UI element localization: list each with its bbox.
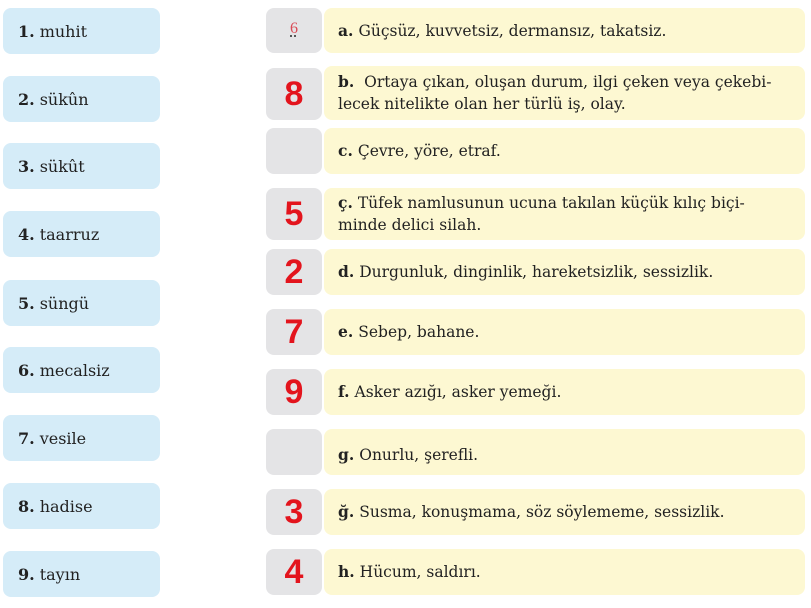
term-number: 1. xyxy=(18,21,35,41)
definition-text xyxy=(338,71,771,115)
definition-letter: h. xyxy=(338,562,355,581)
definition-f xyxy=(324,369,805,415)
answer-box-c[interactable] xyxy=(266,128,322,174)
definition-c xyxy=(324,128,805,174)
definition-text: Hücum, saldırı. xyxy=(359,563,481,581)
definition-letter: d. xyxy=(338,262,355,281)
definition-text xyxy=(338,192,745,236)
term-word: sükûn xyxy=(39,89,89,109)
definition-g-breve xyxy=(324,489,805,535)
term-word: muhit xyxy=(39,21,88,41)
definition-line-2: minde delici silah. xyxy=(338,216,482,234)
answer-box-g[interactable] xyxy=(266,429,322,475)
term-9 xyxy=(3,551,160,597)
term-2 xyxy=(3,76,160,122)
definition-text: Sebep, bahane. xyxy=(358,323,480,341)
definition-text: Çevre, yöre, etraf. xyxy=(357,142,501,160)
answer-box-e[interactable]: 7 xyxy=(266,309,322,355)
term-word: hadise xyxy=(39,496,93,516)
definition-text: Susma, konuşmama, söz söylememe, sessizlik. xyxy=(359,503,725,521)
definition-letter: a. xyxy=(338,20,354,40)
answer-box-b[interactable]: 8 xyxy=(266,68,322,120)
term-number: 6. xyxy=(18,360,35,380)
answer-box-a[interactable]: 6 xyxy=(266,8,322,53)
term-5 xyxy=(3,280,160,326)
term-number: 5. xyxy=(18,293,35,313)
definition-text: Onurlu, şerefli. xyxy=(359,446,479,464)
definition-letter: f. xyxy=(338,382,350,401)
term-number: 3. xyxy=(18,156,35,176)
definition-e xyxy=(324,309,805,355)
term-word: tayın xyxy=(39,564,81,584)
definition-text: Güçsüz, kuvvetsiz, dermansız, takatsiz. xyxy=(358,21,667,40)
definition-d xyxy=(324,249,805,295)
definition-g xyxy=(324,429,805,475)
answer-box-d[interactable]: 2 xyxy=(266,249,322,295)
definition-letter: g. xyxy=(338,445,355,464)
term-word: sükût xyxy=(39,156,85,176)
term-word: mecalsiz xyxy=(39,360,110,380)
term-number: 2. xyxy=(18,89,35,109)
definition-h xyxy=(324,549,805,595)
definition-c-cedilla xyxy=(324,188,805,240)
term-number: 4. xyxy=(18,224,35,244)
answer-box-f[interactable]: 9 xyxy=(266,369,322,415)
definition-line-2: lecek nitelikte olan her türlü iş, olay. xyxy=(338,95,626,113)
term-word: vesile xyxy=(39,428,87,448)
term-1 xyxy=(3,8,160,54)
term-number: 7. xyxy=(18,428,35,448)
answer-box-g-breve[interactable]: 3 xyxy=(266,489,322,535)
definition-line-1: Ortaya çıkan, oluşan durum, ilgi çeken veya çekebi- xyxy=(359,73,772,91)
answer-box-c-cedilla[interactable]: 5 xyxy=(266,188,322,240)
definition-letter: ç. xyxy=(338,193,353,212)
term-8 xyxy=(3,483,160,529)
answer-box-h[interactable]: 4 xyxy=(266,549,322,595)
term-word: süngü xyxy=(39,293,90,313)
definition-line-1: Tüfek namlusunun ucuna takılan küçük kılıç biçi- xyxy=(357,194,745,212)
definition-letter: ğ. xyxy=(338,502,355,521)
term-7 xyxy=(3,415,160,461)
definition-text: Asker azığı, asker yemeği. xyxy=(354,383,562,401)
term-number: 9. xyxy=(18,564,35,584)
term-number: 8. xyxy=(18,496,35,516)
definition-letter: b. xyxy=(338,72,355,91)
term-4 xyxy=(3,211,160,257)
definition-letter: c. xyxy=(338,141,353,160)
term-3 xyxy=(3,143,160,189)
term-word: taarruz xyxy=(39,224,100,244)
definition-b xyxy=(324,66,805,120)
term-6 xyxy=(3,347,160,393)
definition-letter: e. xyxy=(338,322,354,341)
definition-text: Durgunluk, dinginlik, hareketsizlik, sessizlik. xyxy=(359,263,714,281)
definition-a xyxy=(324,8,805,53)
